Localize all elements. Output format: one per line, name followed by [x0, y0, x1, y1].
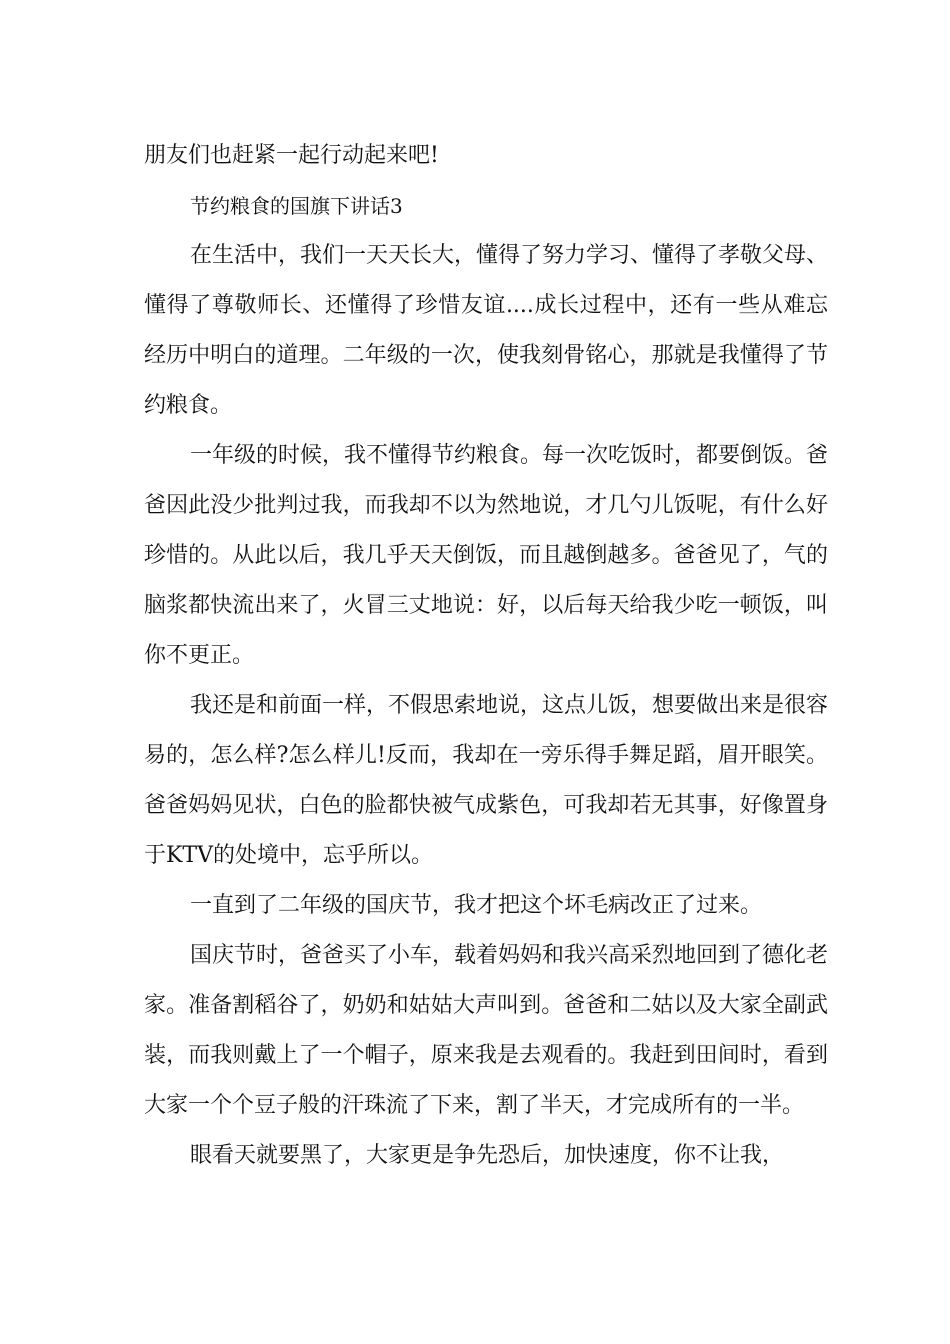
- paragraph: 一直到了二年级的国庆节，我才把这个坏毛病改正了过来。: [190, 893, 763, 918]
- section-title: 节约粮食的国旗下讲话3: [190, 194, 403, 218]
- document-body: [144, 131, 828, 1181]
- paragraph: 一年级的时候，我不懂得节约粮食。每一次吃饭时，都要倒饭。爸爸因此没少批判过我，而我却不以为然地说，才几勺儿饭呢，有什么好珍惜的。从此以后，我几乎天天倒饭，而且越倒越多。爸爸见了，气的脑浆都快流出来了，火冒三丈地说：好，以后每天给我少吃一顿饭，叫你不更正。: [144, 443, 829, 668]
- paragraph: 我还是和前面一样，不假思索地说，这点儿饭，想要做出来是很容易的，怎么样?怎么样儿!反而，我却在一旁乐得手舞足蹈，眉开眼笑。爸爸妈妈见状，白色的脸都快被气成紫色，可我却若无其事，好像置身于KTV的处境中，忘乎所以。: [144, 693, 829, 868]
- lead-line: 朋友们也赶紧一起行动起来吧!: [144, 143, 439, 168]
- paragraph: 国庆节时，爸爸买了小车，载着妈妈和我兴高采烈地回到了德化老家。准备割稻谷了，奶奶和姑姑大声叫到。爸爸和二姑以及大家全副武装，而我则戴上了一个帽子，原来我是去观看的。我赶到田间时，看到大家一个个豆子般的汗珠流了下来，割了半天，才完成所有的一半。: [144, 943, 829, 1118]
- paragraph: 眼看天就要黑了，大家更是争先恐后，加快速度，你不让我，: [190, 1143, 785, 1168]
- paragraph: 在生活中，我们一天天长大，懂得了努力学习、懂得了孝敬父母、懂得了尊敬师长、还懂得了珍惜友谊....成长过程中，还有一些从难忘经历中明白的道理。二年级的一次，使我刻骨铭心，那就是我懂得了节约粮食。: [144, 243, 829, 418]
